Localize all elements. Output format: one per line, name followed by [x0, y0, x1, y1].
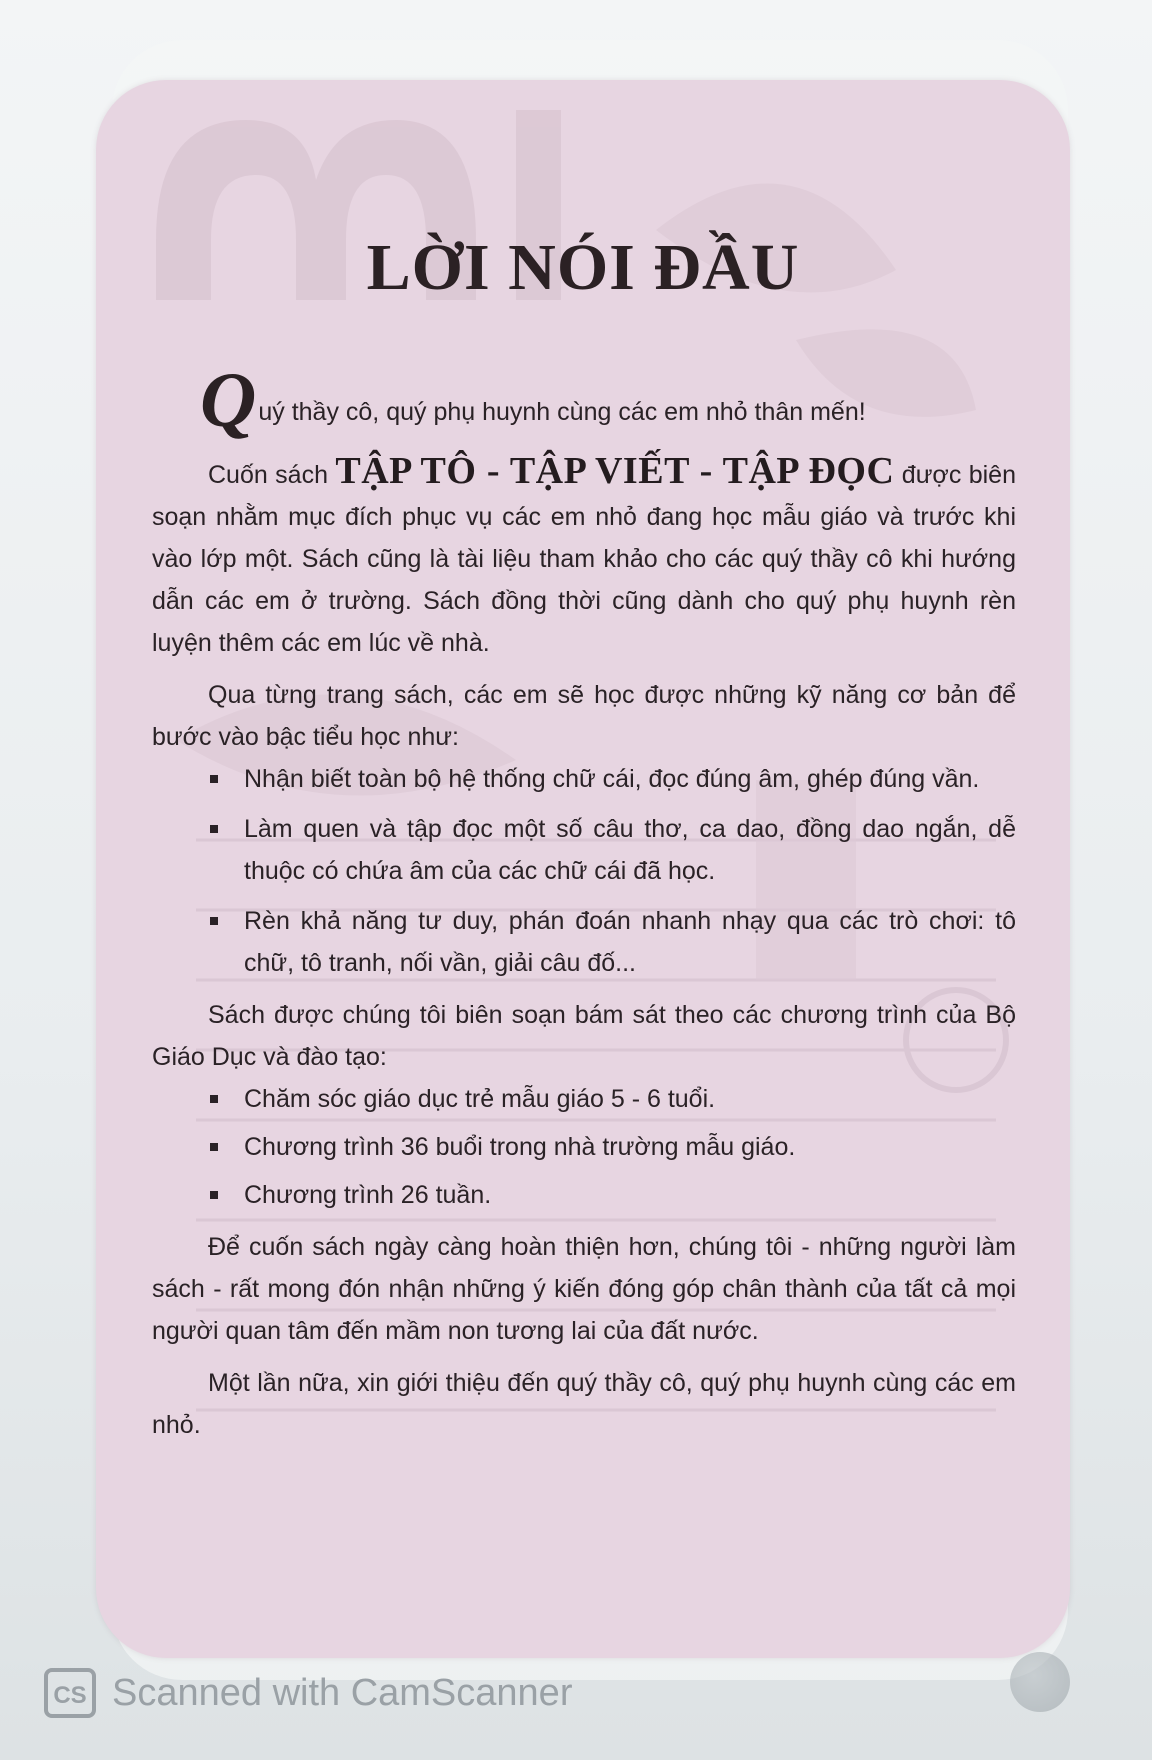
- greeting-paragraph: [152, 356, 1016, 443]
- preface-body: [152, 356, 1016, 1446]
- corner-decoration: [1010, 1652, 1070, 1712]
- final-paragraph: Một lần nữa, xin giới thiệu đến quý thầy cô, quý phụ huynh cùng các em nhỏ.: [152, 1369, 1016, 1439]
- list-item: Làm quen và tập đọc một số câu thơ, ca dao, đồng dao ngắn, dễ thuộc có chứa âm của các chữ cái đã học.: [152, 808, 1016, 892]
- camscanner-badge-text: CS: [53, 1682, 87, 1709]
- closing-paragraph: Để cuốn sách ngày càng hoàn thiện hơn, chúng tôi - những người làm sách - rất mong đón nhận những ý kiến đóng góp chân thành của tất cả mọi người quan tâm đến mầm non tương lai của đất nước.: [152, 1233, 1016, 1345]
- programs-list: [152, 1078, 1016, 1216]
- intro-after: được biên soạn nhằm mục đích phục vụ các em nhỏ đang học mẫu giáo và trước khi vào lớp một. Sách cũng là tài liệu tham khảo cho các quý thầy cô khi hướng dẫn các em ở trường. Sách đồng thời cũng dành cho quý phụ huynh rèn luyện thêm các em lúc về nhà.: [152, 461, 1016, 657]
- skills-list: [152, 758, 1016, 984]
- preface-panel: [96, 80, 1070, 1658]
- skills-intro-paragraph: Qua từng trang sách, các em sẽ học được những kỹ năng cơ bản để bước vào bậc tiểu học như:: [152, 681, 1016, 751]
- list-item: Nhận biết toàn bộ hệ thống chữ cái, đọc đúng âm, ghép đúng vần.: [152, 758, 1016, 800]
- intro-paragraph: [152, 450, 1016, 664]
- list-item: Rèn khả năng tư duy, phán đoán nhanh nhạy qua các trò chơi: tô chữ, tô tranh, nối vần, giải câu đố...: [152, 900, 1016, 984]
- camscanner-watermark: Scanned with CamScanner: [112, 1672, 573, 1714]
- page-title: LỜI NÓI ĐẦU: [366, 231, 800, 304]
- dropcap-letter: Q: [200, 356, 257, 443]
- intro-before: Cuốn sách: [208, 461, 336, 489]
- camscanner-icon: [44, 1668, 96, 1718]
- list-item: Chương trình 26 tuần.: [152, 1174, 1016, 1216]
- greeting-text: uý thầy cô, quý phụ huynh cùng các em nhỏ thân mến!: [258, 398, 866, 426]
- list-item: Chăm sóc giáo dục trẻ mẫu giáo 5 - 6 tuổi.: [152, 1078, 1016, 1120]
- program-intro-paragraph: Sách được chúng tôi biên soạn bám sát theo các chương trình của Bộ Giáo Dục và đào tạo:: [152, 1001, 1016, 1071]
- list-item: Chương trình 36 buổi trong nhà trường mẫu giáo.: [152, 1126, 1016, 1168]
- book-name: TẬP TÔ - TẬP VIẾT - TẬP ĐỌC: [335, 450, 895, 492]
